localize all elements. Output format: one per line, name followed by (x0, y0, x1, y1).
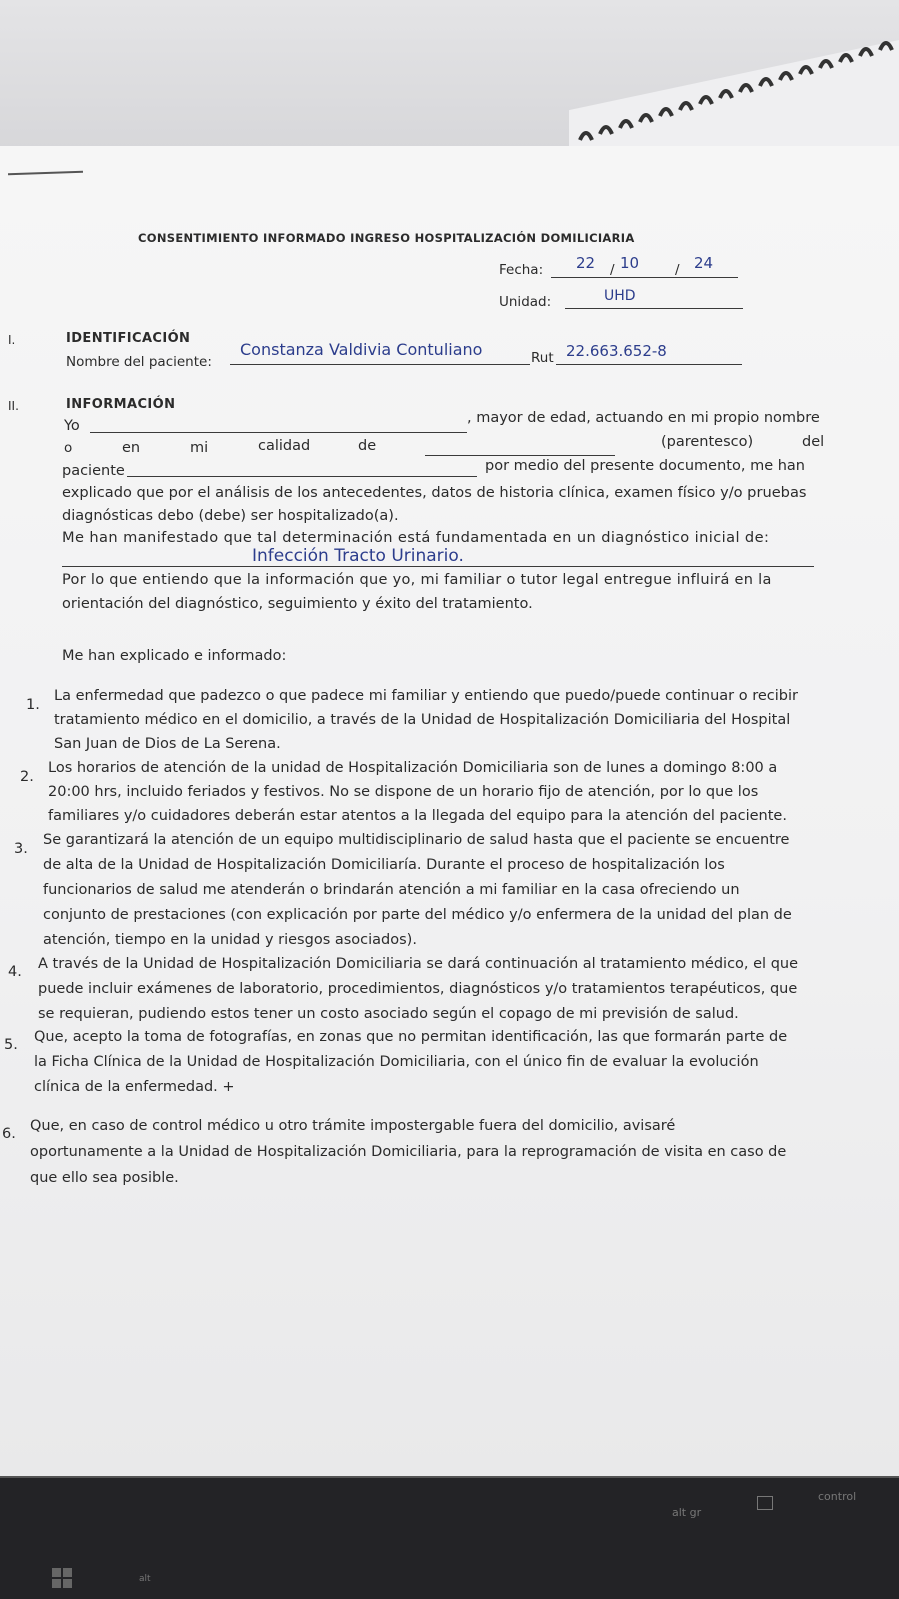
list-number: 4. (8, 964, 22, 980)
text-line: Por lo que entiendo que la información que yo, mi familiar o tutor legal entregue influirá en la (62, 572, 772, 588)
list-number: 3. (14, 841, 28, 857)
text-calidad: calidad (258, 438, 311, 454)
list-number: 1. (26, 697, 40, 713)
text-en: en (122, 440, 141, 456)
fecha-year: 24 (694, 254, 714, 272)
list-item: Que, en caso de control médico u otro trámite impostergable fuera del domicilio, avisaré oportunamente a la Unidad de Hospitalización Domiciliaria, para la reprogramación de visita en caso de que ello sea posible. (30, 1118, 787, 1186)
fecha-label: Fecha: (499, 262, 544, 278)
laptop-keyboard (0, 1476, 899, 1599)
text-parentesco: (parentesco) (661, 434, 754, 450)
text-mayor-de-edad: , mayor de edad, actuando en mi propio nombre (467, 410, 820, 426)
diagnosis-line (62, 566, 814, 567)
key-altgr: alt gr (672, 1506, 702, 1519)
patient-name: Constanza Valdivia Contuliano (240, 340, 483, 359)
text-yo: Yo (64, 418, 80, 434)
patient-name-line (230, 364, 530, 365)
fecha-month: 10 (620, 254, 640, 272)
text-mi: mi (190, 440, 209, 456)
text-line: Me han manifestado que tal determinación está fundamentada en un diagnóstico inicial de: (62, 529, 770, 546)
section-number: II. (8, 399, 19, 413)
rut-label: Rut (531, 350, 554, 366)
keyboard-edge (0, 1476, 899, 1478)
text-por-medio: por medio del presente documento, me han (485, 458, 805, 474)
patient-name-label: Nombre del paciente: (66, 354, 212, 370)
list-item: Que, acepto la toma de fotografías, en zonas que no permitan identificación, las que formarán parte de la Ficha Clínica de la Unidad de Hospitalización Domiciliaria, con el único fin de evaluar la evolución clínica de la enfermedad. + (34, 1029, 788, 1095)
list-number: 6. (2, 1126, 16, 1142)
rut-line (556, 364, 742, 365)
fecha-slash: / (610, 262, 615, 278)
list-item: A través de la Unidad de Hospitalización Domiciliaria se dará continuación al tratamiento médico, el que puede incluir exámenes de laboratorio, procedimientos, diagnósticos y/o tratamientos terapéuticos, que se requieran, pudiendo estos tener un costo asociado según el copago de mi previsión de salud. (38, 956, 799, 1022)
list-item: Se garantizará la atención de un equipo multidisciplinario de salud hasta que el paciente se encuentre de alta de la Unidad de Hospitalización Domiciliaría. Durante el proceso de hospitalización los funcionarios de salud me atenderán o brindarán atención a mi familiar en la casa ofreciendo un conjunto de prestaciones (con explicación por parte del médico y/o enfermera de la unidad del plan de atención, tiempo en la unidad y riesgos asociados). (43, 832, 792, 948)
key-control: control (818, 1490, 857, 1503)
document-title: CONSENTIMIENTO INFORMADO INGRESO HOSPITALIZACIÓN DOMILICIARIA (138, 231, 635, 245)
fecha-slash: / (675, 262, 680, 278)
text-de: de (358, 438, 377, 454)
list-item: La enfermedad que padezco o que padece mi familiar y entiendo que puedo/puede continuar o recibir tratamiento médico en el domicilio, a través de la Unidad de Hospitalización Domiciliaria del Hospital San Juan de Dios de La Serena. (54, 688, 798, 752)
parentesco-line (425, 455, 615, 456)
rut-value: 22.663.652-8 (566, 342, 667, 360)
unidad-label: Unidad: (499, 294, 552, 310)
windows-key-icon (52, 1568, 72, 1588)
name-line (90, 432, 467, 433)
text-line: diagnósticas debo (debe) ser hospitalizado(a). (62, 508, 399, 524)
list-number: 2. (20, 769, 34, 785)
section-title: INFORMACIÓN (66, 397, 176, 412)
list-number: 5. (4, 1037, 18, 1053)
section-number: I. (8, 333, 16, 347)
section-title: IDENTIFICACIÓN (66, 331, 191, 346)
text-o: o (64, 440, 73, 456)
fecha-day: 22 (576, 254, 596, 272)
unidad-value: UHD (604, 288, 636, 304)
pen-mark (8, 171, 83, 176)
text-paciente: paciente (62, 463, 125, 479)
text-line: orientación del diagnóstico, seguimiento y éxito del tratamiento. (62, 596, 533, 612)
menu-key-icon (757, 1496, 773, 1510)
paciente-line (127, 476, 477, 477)
fecha-line (551, 277, 738, 278)
key-alt: alt (139, 1574, 151, 1584)
list-item: Los horarios de atención de la unidad de Hospitalización Domiciliaria son de lunes a domingo 8:00 a 20:00 hrs, incluido feriados y festivos. No se dispone de un horario fijo de atención, por lo que los familiares y/o cuidadores deberán estar atentos a la llegada del equipo para la atención del paciente. (48, 760, 787, 824)
text-del: del (802, 434, 825, 450)
text-line: Me han explicado e informado: (62, 648, 287, 664)
text-line: explicado que por el análisis de los antecedentes, datos de historia clínica, examen físico y/o pruebas (62, 484, 807, 501)
unidad-line (565, 308, 743, 309)
diagnosis-handwritten: Infección Tracto Urinario. (252, 546, 464, 566)
